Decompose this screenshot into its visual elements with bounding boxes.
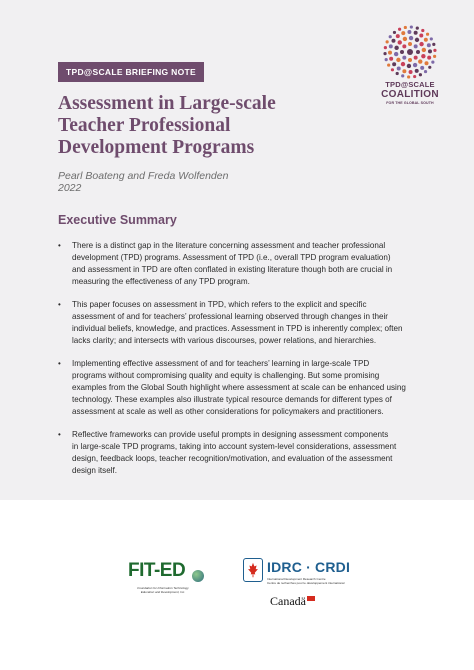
logo-dot — [427, 43, 431, 47]
bullet-3-line-2: programs without compromising quality and equity is challenging. But some promising — [72, 371, 380, 380]
logo-dot — [419, 42, 423, 46]
title-line-2: Teacher Professional — [58, 115, 231, 136]
logo-dot — [432, 43, 435, 46]
logo-dot — [413, 75, 416, 78]
logo-dot — [404, 26, 407, 29]
fited-subtitle-1: Foundation for Information Technology — [137, 586, 189, 590]
logo-dot — [401, 74, 404, 77]
logo-dot — [414, 56, 418, 60]
authors: Pearl Boateng and Freda Wolfenden — [58, 170, 229, 182]
bullet-1-line-2: development (TPD) programs. Assessment of TPD (i.e., overall TPD program evaluation) — [72, 253, 391, 262]
maple-leaf-icon — [243, 558, 263, 582]
logo-dot — [410, 25, 413, 28]
executive-summary-heading: Executive Summary — [58, 213, 177, 227]
publication-year: 2022 — [58, 182, 82, 194]
summary-bullet — [58, 358, 418, 418]
logo-dot — [431, 61, 434, 64]
logo-line-3: FOR THE GLOBAL SOUTH — [386, 101, 434, 105]
bullet-2-line-4: lacks clarity; and intersects with various discourses, power relations, and hierarchies. — [72, 336, 377, 345]
logo-dot — [398, 40, 402, 44]
logo-line-2: COALITION — [381, 89, 439, 100]
logo-dot — [403, 37, 407, 41]
coalition-dots-icon — [382, 24, 438, 80]
bullet-2-line-1: This paper focuses on assessment in TPD, which refers to the explicit and specific — [72, 300, 367, 309]
logo-dot — [391, 39, 395, 43]
logo-dot — [425, 61, 429, 65]
bullet-3-line-3: examples from the Global South highlight where assessment at scale can be enhanced using — [72, 383, 406, 392]
fited-logo — [128, 560, 206, 600]
logo-dot — [430, 37, 433, 40]
logo-dot — [409, 36, 413, 40]
logo-dot — [389, 57, 393, 61]
fited-subtitle-2: Education and Development, Inc. — [140, 590, 186, 594]
summary-list — [58, 240, 418, 488]
bullet-1-line-4: measuring the effectiveness of any TPD program. — [72, 277, 250, 286]
logo-dot — [433, 55, 436, 58]
logo-dot — [401, 62, 405, 66]
logo-dot — [414, 31, 418, 35]
title-line-1: Assessment in Large-scale — [58, 93, 276, 114]
logo-dot — [401, 31, 405, 35]
logo-dot — [388, 51, 392, 55]
logo-dot — [398, 28, 401, 31]
logo-dot — [428, 66, 431, 69]
logo-dot — [383, 52, 386, 55]
logo-dot — [418, 59, 422, 63]
logo-dot — [396, 34, 400, 38]
logo-dot — [400, 50, 404, 54]
bullet-1-line-1: There is a distinct gap in the literature concerning assessment and teacher professional — [72, 241, 386, 250]
summary-bullet — [58, 429, 418, 477]
logo-dot — [422, 48, 426, 52]
logo-dot — [386, 40, 389, 43]
logo-dot — [419, 33, 423, 37]
logo-dot — [433, 49, 436, 52]
logo-dot — [419, 73, 422, 76]
logo-dot — [391, 68, 394, 71]
logo-dot — [407, 30, 411, 34]
fited-wordmark: FIT-ED — [128, 560, 186, 581]
logo-dot — [415, 69, 419, 73]
summary-bullet — [58, 299, 418, 347]
bullet-icon: • — [58, 300, 61, 309]
logo-dot — [392, 62, 396, 66]
document-title — [58, 93, 358, 159]
bullet-2-line-2: assessment of and for teachers’ professional learning observed through changes in their — [72, 312, 388, 321]
logo-dot — [389, 44, 393, 48]
idrc-subtitle-1: International Development Research Centre — [267, 577, 326, 581]
logo-dot — [402, 69, 406, 73]
bullet-icon: • — [58, 241, 61, 250]
logo-dot — [413, 63, 417, 67]
bullet-2-line-3: individual beliefs, knowledge, and practices. Assessment in TPD is inherently complex; often — [72, 324, 403, 333]
bullet-4-line-2: in large-scale TPD programs, taking into account system-level considerations, assessment — [72, 442, 397, 451]
logo-dot — [389, 35, 392, 38]
logo-dot — [396, 58, 400, 62]
logo-dot — [394, 46, 398, 50]
logo-dot — [424, 38, 428, 42]
logo-dot — [387, 63, 390, 66]
logo-dot — [416, 50, 420, 54]
logo-dot — [426, 33, 429, 36]
logo-dot — [394, 52, 398, 56]
logo-dot — [402, 44, 406, 48]
logo-line-1: TPD@SCALE — [385, 80, 435, 89]
logo-dot — [415, 38, 419, 42]
canada-wordmark: Canadä — [270, 594, 306, 608]
logo-dot — [385, 58, 388, 61]
summary-bullet — [58, 240, 418, 288]
logo-dot — [407, 75, 410, 78]
briefing-note-badge: TPD@SCALE BRIEFING NOTE — [58, 62, 204, 82]
canada-flag-icon — [307, 596, 315, 601]
logo-dot — [396, 72, 399, 75]
bullet-4-line-4: design itself. — [72, 466, 117, 475]
logo-dot — [408, 42, 412, 46]
bullet-icon: • — [58, 430, 61, 439]
globe-icon — [192, 570, 204, 582]
logo-dot — [421, 29, 424, 32]
logo-dot — [384, 46, 387, 49]
logo-dot — [397, 67, 401, 71]
logo-dot — [428, 49, 432, 53]
bullet-icon: • — [58, 359, 61, 368]
coalition-logo — [374, 24, 446, 106]
logo-dot — [420, 66, 424, 70]
logo-dot — [416, 26, 419, 29]
logo-dot — [402, 56, 406, 60]
idrc-subtitle-2: Centre de recherches pour le développement international — [267, 581, 345, 585]
bullet-4-line-3: design, feedback loops, teacher recognition/motivation, and evaluation of the assessment — [72, 454, 393, 463]
logo-dot — [407, 64, 411, 68]
bullet-3-line-5: assessment at scale as well as other considerations for policymakers and practitioners. — [72, 407, 384, 416]
title-line-3: Development Programs — [58, 137, 255, 158]
logo-dot — [424, 70, 427, 73]
logo-dot — [409, 70, 413, 74]
logo-dot — [393, 31, 396, 34]
bullet-3-line-1: Implementing effective assessment of and for teachers’ learning in large-scale TPD — [72, 359, 370, 368]
idrc-wordmark: IDRC · CRDI — [267, 559, 351, 575]
logo-hub-dot — [407, 49, 413, 55]
logo-dot — [421, 54, 425, 58]
bullet-1-line-3: and assessment in TPD are often conflated in existing literature though both are crucial in — [72, 265, 393, 274]
logo-dot — [414, 44, 418, 48]
logo-dot — [427, 56, 431, 60]
logo-dot — [408, 58, 412, 62]
bullet-4-line-1: Reflective frameworks can provide useful prompts in designing assessment components — [72, 430, 389, 439]
bullet-3-line-4: technology. These examples also illustrate typical resource demands for different types of — [72, 395, 392, 404]
